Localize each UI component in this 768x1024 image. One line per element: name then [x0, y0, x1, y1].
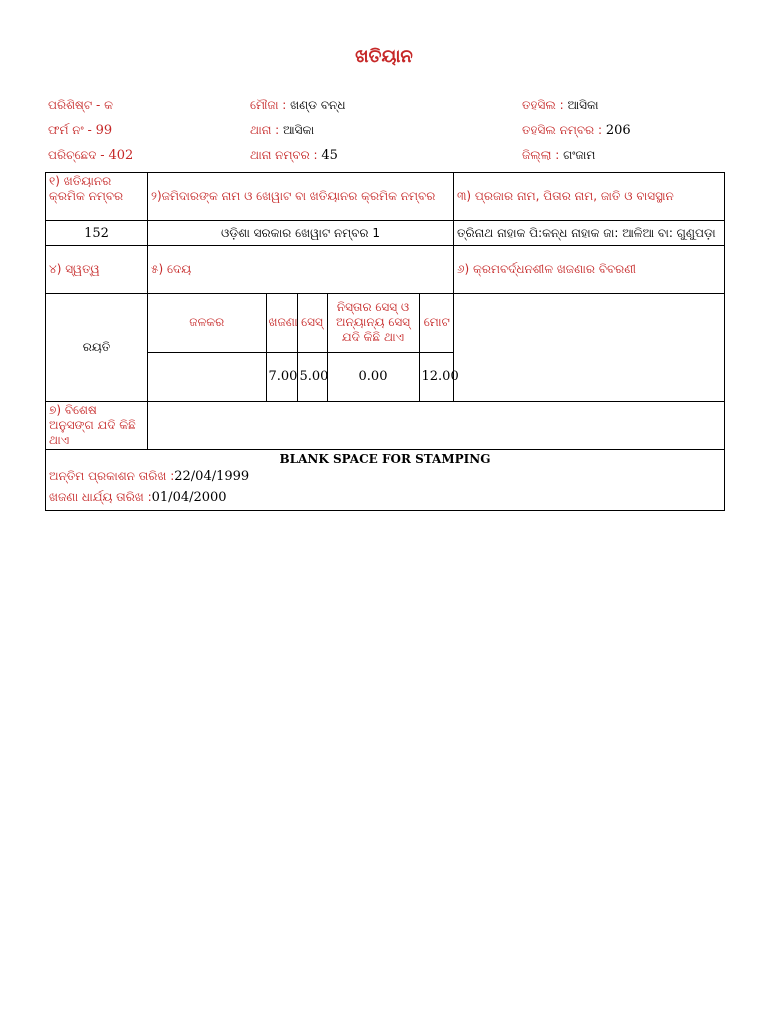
header-thana-number: ଥାନା ନମ୍ବର : 45 — [250, 148, 338, 163]
header-thana: ଥାନା : ଆସିକା — [250, 123, 315, 137]
stamping-area — [46, 450, 725, 511]
khatiyan-table — [45, 172, 725, 511]
rent-header: ଖଜଣା — [266, 294, 297, 352]
header-right: ୪) ସ୍ୱତ୍ୱ — [46, 246, 148, 294]
progressive-rent-value — [454, 294, 725, 402]
landlord-value: ଓଡ଼ିଶା ସରକାର ଖେୱାଟ ନମ୍ବର 1 — [148, 221, 454, 246]
stamping-label: BLANK SPACE FOR STAMPING — [279, 452, 491, 466]
header-form-number: ଫର୍ମ ନଂ - 99 — [48, 123, 113, 138]
header-landlord: ୨)ଜମିଦାରଙ୍କ ନାମ ଓ ଖେୱାଟ ବା ଖତିୟାନର କ୍ରମିକ ନମ୍ବର — [148, 173, 454, 221]
page-title: ଖତିୟାନ — [355, 46, 413, 67]
header-chapter: ପରିଚ୍ଛେଦ - 402 — [48, 148, 134, 163]
header-appendix: ପରିଶିଷ୍ଟ - କ — [48, 98, 113, 112]
header-serial-number: ୧) ଖତିୟାନର କ୍ରମିକ ନମ୍ବର — [46, 173, 148, 221]
header-mouza: ମୌଜା : ଖଣ୍ଡ ବନ୍ଧ — [250, 98, 346, 112]
right-type-value: ରୟତି — [46, 294, 148, 402]
header-dues: ୫) ଦେୟ — [148, 246, 454, 294]
cess-header: ସେସ୍ — [297, 294, 327, 352]
serial-number-value: 152 — [46, 221, 148, 246]
total-value: 12.00 — [419, 352, 454, 401]
header-special-remarks: ୭) ବିଶେଷ ଅନୁସଙ୍ଗ ଯଦି କିଛି ଥାଏ — [46, 402, 148, 450]
final-publication-date: ଅନ୍ତିମ ପ୍ରକାଶନ ତାରିଖ :22/04/1999 — [49, 469, 250, 484]
rent-fixation-date: ଖଜଣା ଧାର୍ଯ୍ୟ ତାରିଖ :01/04/2000 — [49, 490, 227, 505]
tenant-value: ତ୍ରିନାଥ ନାହାକ ପି:କନ୍ଧ ନାହାକ ଜା: ଆଳିଆ ବା: ଗୁଣୁପଡ଼ା — [454, 221, 725, 246]
header-district: ଜିଲ୍ଲା : ଗଂଜାମ — [522, 148, 596, 162]
other-cess-value: 0.00 — [327, 352, 419, 401]
special-remarks-value — [148, 402, 725, 450]
header-tahasil: ତହସିଲ : ଆସିକା — [522, 98, 599, 112]
total-header: ମୋଟ — [419, 294, 454, 352]
header-tenant: ୩) ପ୍ରଜାର ନାମ, ପିତାର ନାମ, ଜାତି ଓ ବାସସ୍ଥାନ — [454, 173, 725, 221]
water-tax-header: ଜଳକର — [148, 294, 266, 352]
rent-value: 7.00 — [266, 352, 297, 401]
cess-value: 5.00 — [297, 352, 327, 401]
dues-subtable — [148, 294, 459, 401]
water-tax-value — [148, 352, 266, 401]
other-cess-header: ନିସ୍ତାର ସେସ୍ ଓ ଅନ୍ୟାନ୍ୟ ସେସ୍ ଯଦି କିଛି ଥାଏ — [327, 294, 419, 352]
header-tahasil-number: ତହସିଲ ନମ୍ବର : 206 — [522, 123, 631, 138]
dues-cell — [148, 294, 459, 402]
header-progressive-rent: ୬) କ୍ରମବର୍ଦ୍ଧନଶୀଳ ଖଜଣାର ବିବରଣୀ — [454, 246, 725, 294]
